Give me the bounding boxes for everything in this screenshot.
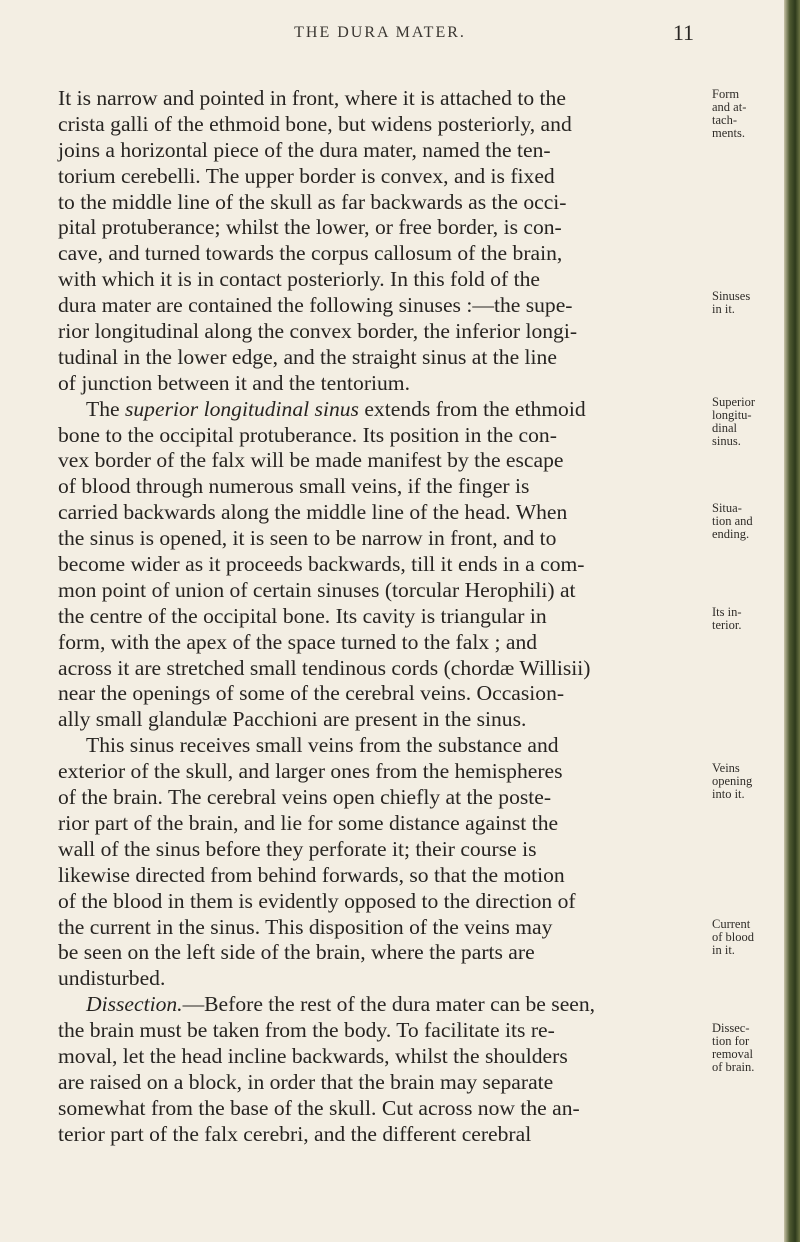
page-number: 11	[672, 20, 694, 45]
text-line: become wider as it proceeds backwards, till it ends in a com-	[58, 552, 585, 577]
text-line: mon point of union of certain sinuses (torcular Herophili) at	[58, 577, 576, 602]
text-fragment: extends from the ethmoid	[358, 396, 586, 421]
text-line: the brain must be taken from the body. To facilitate its re-	[58, 1018, 555, 1043]
sidenote-line: longitu-	[712, 408, 752, 422]
text-fragment: —Before the rest of the dura mater can be seen,	[182, 992, 596, 1017]
text-line: of blood through numerous small veins, if the finger is	[58, 474, 530, 499]
sidenote-line: opening	[712, 774, 753, 788]
text-line: exterior of the skull, and larger ones from the hemispheres	[58, 759, 563, 784]
text-line: be seen on the left side of the brain, where the parts are	[58, 940, 535, 965]
text-line: the sinus is opened, it is seen to be narrow in front, and to	[58, 526, 557, 551]
text-line: to the middle line of the skull as far backwards as the occi-	[58, 189, 567, 214]
text-line: cave, and turned towards the corpus callosum of the brain,	[58, 241, 563, 266]
text-line: rior longitudinal along the convex border, the inferior longi-	[58, 319, 578, 344]
text-line: carried backwards along the middle line of the head. When	[58, 500, 568, 525]
sidenote-line: Dissec-	[712, 1021, 750, 1035]
sidenote-line: Form	[712, 87, 740, 101]
body-text	[58, 86, 708, 1148]
sidenote-line: Sinuses	[712, 289, 751, 303]
page-header	[60, 20, 700, 50]
text-line: somewhat from the base of the skull. Cut across now the an-	[58, 1095, 580, 1120]
sidenote-line: Veins	[712, 761, 740, 775]
sidenote-line: tion for	[712, 1034, 750, 1048]
text-line: It is narrow and pointed in front, where it is attached to the	[58, 86, 566, 110]
sidenote-line: Current	[712, 917, 751, 931]
text-line: form, with the apex of the space turned to the falx ; and	[58, 629, 538, 654]
sidenote-line: Its in-	[712, 605, 742, 619]
text-line: rior part of the brain, and lie for some distance against the	[58, 810, 559, 835]
sidenote-line: Superior	[712, 395, 756, 409]
sidenote-sinuses	[712, 290, 792, 316]
sidenote-line: Situa-	[712, 501, 742, 515]
text-line: crista galli of the ethmoid bone, but widens posteriorly, and	[58, 111, 572, 136]
sidenote-form	[712, 88, 792, 140]
text-line: terior part of the falx cerebri, and the different cerebral	[58, 1121, 532, 1146]
text-line: the current in the sinus. This disposition of the veins may	[58, 914, 553, 939]
text-line: of the brain. The cerebral veins open chiefly at the poste-	[58, 785, 552, 810]
sidenote-line: tion and	[712, 514, 753, 528]
text-line: across it are stretched small tendinous cords (chordæ Willisii)	[58, 655, 591, 680]
text-line: undisturbed.	[58, 966, 166, 991]
text-line: moval, let the head incline backwards, whilst the shoulders	[58, 1043, 568, 1068]
text-line: the centre of the occipital bone. Its cavity is triangular in	[58, 603, 547, 628]
text-line: bone to the occipital protuberance. Its position in the con-	[58, 422, 557, 447]
text-line: near the openings of some of the cerebral veins. Occasion-	[58, 681, 565, 706]
book-edge	[784, 0, 800, 1242]
text-line: tudinal in the lower edge, and the straight sinus at the line	[58, 344, 557, 369]
text-line	[58, 992, 708, 1018]
sidenote-line: dinal	[712, 421, 737, 435]
italic-term: superior longitudinal sinus	[124, 396, 359, 421]
sidenote-line: tach-	[712, 113, 737, 127]
sidenote-dissection	[712, 1022, 792, 1074]
sidenote-current	[712, 918, 792, 957]
text-line: of the blood in them is evidently opposed to the direction of	[58, 888, 576, 913]
sidenote-line: of blood	[712, 930, 755, 944]
text-line: This sinus receives small veins from the substance and	[86, 733, 559, 758]
sidenote-line: of brain.	[712, 1060, 755, 1074]
text-line: joins a horizontal piece of the dura mater, named the ten-	[58, 137, 551, 162]
sidenote-line: ending.	[712, 527, 750, 541]
text-line: with which it is in contact posteriorly. In this fold of the	[58, 267, 540, 292]
text-line: likewise directed from behind forwards, so that the motion	[58, 862, 565, 887]
italic-heading-dissection: Dissection.	[86, 992, 183, 1017]
sidenote-line: and at-	[712, 100, 747, 114]
text-line: wall of the sinus before they perforate it; their course is	[58, 836, 537, 861]
sidenote-situation	[712, 502, 792, 541]
sidenote-interior	[712, 606, 792, 632]
text-line: torium cerebelli. The upper border is convex, and is fixed	[58, 163, 555, 188]
sidenote-line: removal	[712, 1047, 753, 1061]
text-line: dura mater are contained the following sinuses :—the supe-	[58, 293, 573, 318]
text-line: of junction between it and the tentorium.	[58, 370, 411, 395]
running-title: THE DURA MATER.	[294, 24, 466, 41]
sidenote-superior	[712, 396, 792, 448]
sidenote-line: ments.	[712, 126, 745, 140]
text-line	[58, 397, 708, 423]
text-fragment: The	[86, 396, 125, 421]
sidenote-line: in it.	[712, 302, 735, 316]
text-line: pital protuberance; whilst the lower, or free border, is con-	[58, 215, 562, 240]
text-line: are raised on a block, in order that the brain may separate	[58, 1069, 554, 1094]
sidenote-line: sinus.	[712, 434, 741, 448]
text-line: ally small glandulæ Pacchioni are present in the sinus.	[58, 707, 527, 732]
sidenote-veins	[712, 762, 792, 801]
sidenote-line: terior.	[712, 618, 742, 632]
sidenote-line: into it.	[712, 787, 745, 801]
text-line: vex border of the falx will be made manifest by the escape	[58, 448, 564, 473]
sidenote-line: in it.	[712, 943, 735, 957]
